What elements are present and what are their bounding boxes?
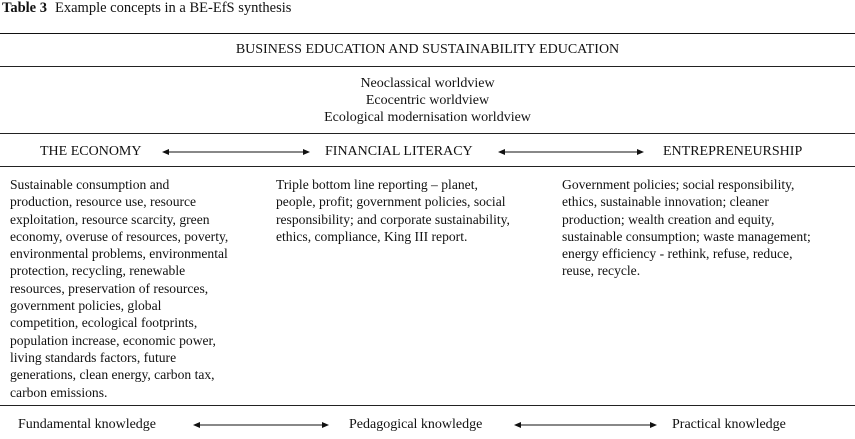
financial-literacy-concept-line: people, profit; government policies, social: [276, 194, 506, 210]
double-arrow-icon: [498, 147, 644, 157]
economy-concept-line: environmental problems, environmental: [10, 246, 228, 262]
economy-concepts: [10, 176, 280, 401]
double-arrow-icon: [514, 420, 657, 430]
economy-concept-line: government policies, global: [10, 298, 162, 314]
top-rule: [0, 33, 855, 34]
entrepreneurship-concept-line: Government policies; social responsibility,: [562, 177, 795, 192]
financial-literacy-concept-line: responsibility; and corporate sustainability,: [276, 211, 510, 227]
worldview-rule: [0, 133, 855, 134]
economy-concept-line: protection, recycling, renewable: [10, 263, 186, 279]
economy-concept-line: economy, overuse of resources, poverty,: [10, 228, 229, 244]
fundamental-knowledge: Fundamental knowledge: [18, 417, 157, 432]
double-arrow-icon: [193, 420, 329, 430]
pedagogical-knowledge: Pedagogical knowledge: [349, 417, 483, 432]
economy-concept-line: carbon emissions.: [10, 384, 108, 400]
economy-concept-line: generations, clean energy, carbon tax,: [10, 367, 215, 383]
header-financial-literacy: FINANCIAL LITERACY: [325, 144, 473, 159]
financial-literacy-concepts: [276, 176, 561, 245]
economy-concept-line: competition, ecological footprints,: [10, 315, 198, 331]
entrepreneurship-concept-line: sustainable consumption; waste management;: [562, 228, 811, 244]
domain-rule: [0, 166, 855, 167]
economy-concept-line: resources, preservation of resources,: [10, 280, 209, 296]
financial-literacy-concept-line: Triple bottom line reporting – planet,: [276, 177, 478, 192]
double-arrow-icon: [162, 147, 310, 157]
entrepreneurship-concept-line: energy efficiency - rethink, refuse, reduce,: [562, 246, 793, 262]
table-number: Table 3: [2, 0, 47, 16]
economy-concept-line: exploitation, resource scarcity, green: [10, 211, 210, 227]
worldview-neoclassical: Neoclassical worldview: [360, 76, 495, 91]
banner-rule: [0, 66, 855, 67]
worldview-ecological-modernisation: Ecological modernisation worldview: [324, 110, 531, 125]
header-entrepreneurship: ENTREPRENEURSHIP: [663, 144, 803, 159]
entrepreneurship-concepts: [562, 176, 852, 280]
financial-literacy-concept-line: ethics, compliance, King III report.: [276, 228, 468, 244]
table-title: Example concepts in a BE-EfS synthesis: [55, 0, 292, 16]
entrepreneurship-concept-line: ethics, sustainable innovation; cleaner: [562, 194, 769, 210]
header-the-economy: THE ECONOMY: [40, 144, 142, 159]
economy-concept-line: living standards factors, future: [10, 349, 177, 365]
economy-concept-line: population increase, economic power,: [10, 332, 216, 348]
banner-heading: BUSINESS EDUCATION AND SUSTAINABILITY EDUCATION: [235, 42, 620, 57]
economy-concept-line: production, resource use, resource: [10, 194, 197, 210]
table-caption: [2, 0, 291, 17]
worldview-ecocentric: Ecocentric worldview: [365, 93, 490, 108]
entrepreneurship-concept-line: reuse, recycle.: [562, 263, 641, 279]
entrepreneurship-concept-line: production; wealth creation and equity,: [562, 211, 775, 227]
practical-knowledge: Practical knowledge: [672, 417, 786, 432]
concepts-rule: [0, 405, 855, 406]
economy-concept-line: Sustainable consumption and: [10, 177, 170, 192]
